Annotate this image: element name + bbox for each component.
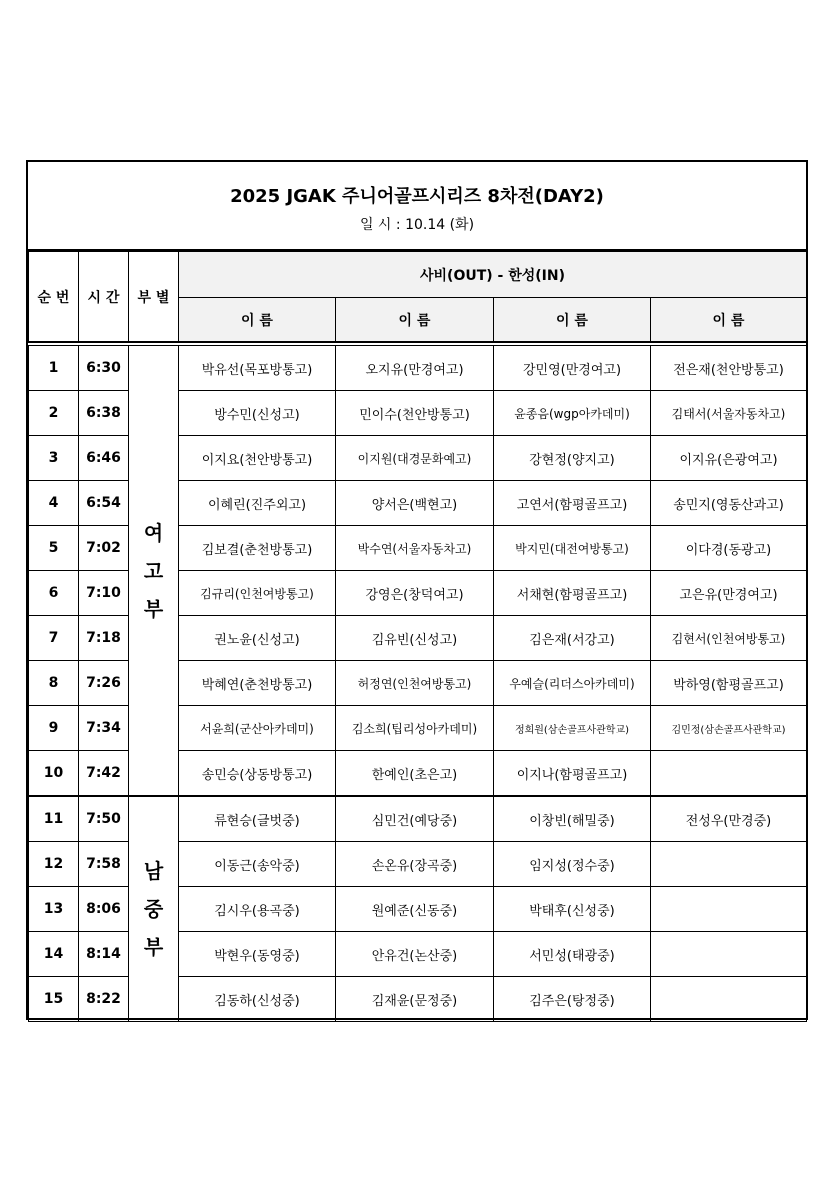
player-cell: 전은재(천안방통고) <box>651 346 807 391</box>
header-division: 부 별 <box>129 252 179 343</box>
player-cell: 강민영(만경여고) <box>494 346 651 391</box>
schedule-sheet <box>26 160 808 1020</box>
order-cell: 5 <box>29 526 79 571</box>
header-name-4: 이 름 <box>651 298 807 343</box>
player-cell <box>651 887 807 932</box>
player-cell: 박현우(동영중) <box>179 932 336 977</box>
player-cell: 임지성(정수중) <box>494 842 651 887</box>
player-cell: 우예슬(리더스아카데미) <box>494 661 651 706</box>
division-char: 중 <box>143 897 164 921</box>
player-cell: 박수연(서울자동차고) <box>336 526 494 571</box>
order-cell: 14 <box>29 932 79 977</box>
header-course: 사비(OUT) - 한성(IN) <box>179 252 807 298</box>
tee-time-table <box>28 251 807 1022</box>
player-cell: 송민지(영동산과고) <box>651 481 807 526</box>
division-char: 남 <box>143 859 164 883</box>
player-cell: 이지유(은광여고) <box>651 436 807 481</box>
player-cell: 김유빈(신성고) <box>336 616 494 661</box>
player-cell: 이지요(천안방통고) <box>179 436 336 481</box>
player-cell: 이다경(동광고) <box>651 526 807 571</box>
table-row <box>29 796 807 842</box>
player-cell: 정희원(삼손골프사관학교) <box>494 706 651 751</box>
player-cell: 강현정(양지고) <box>494 436 651 481</box>
player-cell: 박지민(대전여방통고) <box>494 526 651 571</box>
time-cell: 8:22 <box>79 977 129 1022</box>
order-cell: 15 <box>29 977 79 1022</box>
player-cell: 이지나(함평골프고) <box>494 751 651 797</box>
order-cell: 4 <box>29 481 79 526</box>
player-cell: 박태후(신성중) <box>494 887 651 932</box>
player-cell: 심민건(예당중) <box>336 796 494 842</box>
player-cell: 전성우(만경중) <box>651 796 807 842</box>
player-cell: 이창빈(해밀중) <box>494 796 651 842</box>
player-cell: 한예인(초은고) <box>336 751 494 797</box>
order-cell: 10 <box>29 751 79 797</box>
order-cell: 6 <box>29 571 79 616</box>
player-cell: 고연서(함평골프고) <box>494 481 651 526</box>
order-cell: 11 <box>29 796 79 842</box>
time-cell: 7:02 <box>79 526 129 571</box>
order-cell: 2 <box>29 391 79 436</box>
page-title: 2025 JGAK 주니어골프시리즈 8차전(DAY2) <box>230 186 604 207</box>
player-cell: 김재윤(문정중) <box>336 977 494 1022</box>
player-cell: 김주은(탕정중) <box>494 977 651 1022</box>
player-cell: 송민승(상동방통고) <box>179 751 336 797</box>
player-cell: 서채현(함평골프고) <box>494 571 651 616</box>
order-cell: 8 <box>29 661 79 706</box>
order-cell: 3 <box>29 436 79 481</box>
player-cell: 손온유(장곡중) <box>336 842 494 887</box>
time-cell: 7:58 <box>79 842 129 887</box>
player-cell: 원예준(신동중) <box>336 887 494 932</box>
player-cell: 류현승(글벗중) <box>179 796 336 842</box>
player-cell: 오지유(만경여고) <box>336 346 494 391</box>
time-cell: 8:14 <box>79 932 129 977</box>
header-name-1: 이 름 <box>179 298 336 343</box>
division-cell <box>129 796 179 1022</box>
player-cell <box>651 932 807 977</box>
player-cell <box>651 977 807 1022</box>
division-char: 여 <box>143 520 164 545</box>
player-cell: 박하영(함평골프고) <box>651 661 807 706</box>
player-cell: 김소희(팁리성아카데미) <box>336 706 494 751</box>
header-name-3: 이 름 <box>494 298 651 343</box>
player-cell: 고은유(만경여고) <box>651 571 807 616</box>
player-cell: 윤종음(wgp아카데미) <box>494 391 651 436</box>
header-time: 시 간 <box>79 252 129 343</box>
player-cell: 서민성(태광중) <box>494 932 651 977</box>
player-cell: 김보결(춘천방통고) <box>179 526 336 571</box>
player-cell: 김민정(삼손골프사관학교) <box>651 706 807 751</box>
player-cell: 방수민(신성고) <box>179 391 336 436</box>
division-char: 부 <box>143 596 164 621</box>
table-row <box>29 346 807 391</box>
time-cell: 7:34 <box>79 706 129 751</box>
player-cell: 이지원(대경문화예고) <box>336 436 494 481</box>
time-cell: 7:50 <box>79 796 129 842</box>
division-char: 고 <box>143 558 164 583</box>
player-cell <box>651 842 807 887</box>
player-cell: 박혜연(춘천방통고) <box>179 661 336 706</box>
time-cell: 6:30 <box>79 346 129 391</box>
player-cell: 김시우(용곡중) <box>179 887 336 932</box>
order-cell: 7 <box>29 616 79 661</box>
title-box <box>28 162 806 251</box>
player-cell: 권노윤(신성고) <box>179 616 336 661</box>
header-order: 순 번 <box>29 252 79 343</box>
time-cell: 7:42 <box>79 751 129 797</box>
player-cell: 안유건(논산중) <box>336 932 494 977</box>
player-cell <box>651 751 807 797</box>
header-name-2: 이 름 <box>336 298 494 343</box>
time-cell: 6:38 <box>79 391 129 436</box>
player-cell: 강영은(창덕여고) <box>336 571 494 616</box>
player-cell: 김현서(인천여방통고) <box>651 616 807 661</box>
time-cell: 7:18 <box>79 616 129 661</box>
time-cell: 6:54 <box>79 481 129 526</box>
player-cell: 김규리(인천여방통고) <box>179 571 336 616</box>
event-date: 일 시 : 10.14 (화) <box>359 217 475 233</box>
player-cell: 박유선(목포방통고) <box>179 346 336 391</box>
player-cell: 이동근(송악중) <box>179 842 336 887</box>
player-cell: 서윤희(군산아카데미) <box>179 706 336 751</box>
order-cell: 13 <box>29 887 79 932</box>
player-cell: 김태서(서울자동차고) <box>651 391 807 436</box>
player-cell: 김은재(서강고) <box>494 616 651 661</box>
order-cell: 9 <box>29 706 79 751</box>
time-cell: 7:10 <box>79 571 129 616</box>
order-cell: 12 <box>29 842 79 887</box>
division-char: 부 <box>143 935 164 959</box>
player-cell: 민이수(천안방통고) <box>336 391 494 436</box>
player-cell: 이혜린(진주외고) <box>179 481 336 526</box>
division-cell <box>129 346 179 797</box>
order-cell: 1 <box>29 346 79 391</box>
time-cell: 6:46 <box>79 436 129 481</box>
player-cell: 양서은(백현고) <box>336 481 494 526</box>
time-cell: 8:06 <box>79 887 129 932</box>
player-cell: 김동하(신성중) <box>179 977 336 1022</box>
player-cell: 허정연(인천여방통고) <box>336 661 494 706</box>
table-body <box>29 342 807 1022</box>
time-cell: 7:26 <box>79 661 129 706</box>
